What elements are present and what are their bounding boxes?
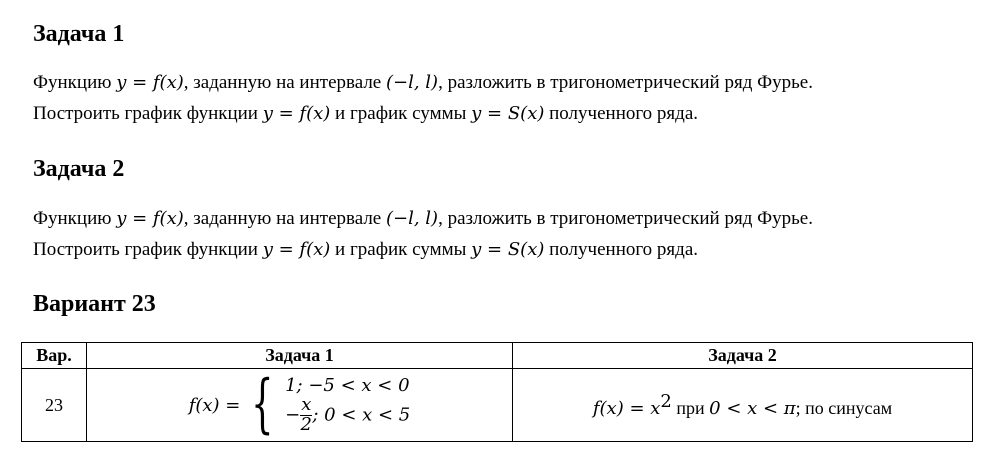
table-row <box>22 369 973 442</box>
table-header-row <box>22 343 973 369</box>
header-var: Вар. <box>22 343 87 369</box>
variant-heading: Вариант 23 <box>33 291 156 317</box>
piecewise-formula <box>188 367 411 442</box>
header-task1: Задача 1 <box>87 343 513 369</box>
left-brace: { <box>251 367 274 442</box>
cell-task2: $f(x) = x^2$ при 0 < x < π; по синусам <box>513 369 973 442</box>
case-1: 1; −5 < x < 0 <box>285 375 410 397</box>
header-task2: Задача 2 <box>513 343 973 369</box>
task2-line1: Функцию y = f(x), заданную на интервале (−l, l), разложить в тригонометрический ряд Фурье. <box>33 208 813 229</box>
task2-line2: Построить график функции y = f(x) и график суммы y = S(x) полученного ряда. <box>33 239 699 260</box>
cases <box>285 375 410 435</box>
case-2: − $\frac{x}{2}$ ; 0 < x < 5 <box>285 394 411 435</box>
cell-task1 <box>87 369 513 442</box>
cell-var: 23 <box>22 369 87 442</box>
fraction: $\frac{x}{2}$ <box>300 394 312 435</box>
variants-table <box>21 342 973 442</box>
formula-lhs: f(x) = <box>188 394 241 416</box>
task1-line2: Построить график функции y = f(x) и график суммы y = S(x) полученного ряда. <box>33 103 699 124</box>
task1-line1: Функцию y = f(x), заданную на интервале (−l, l), разложить в тригонометрический ряд Фурье. <box>33 72 813 93</box>
task1-heading: Задача 1 <box>33 21 125 47</box>
task2-heading: Задача 2 <box>33 156 125 182</box>
